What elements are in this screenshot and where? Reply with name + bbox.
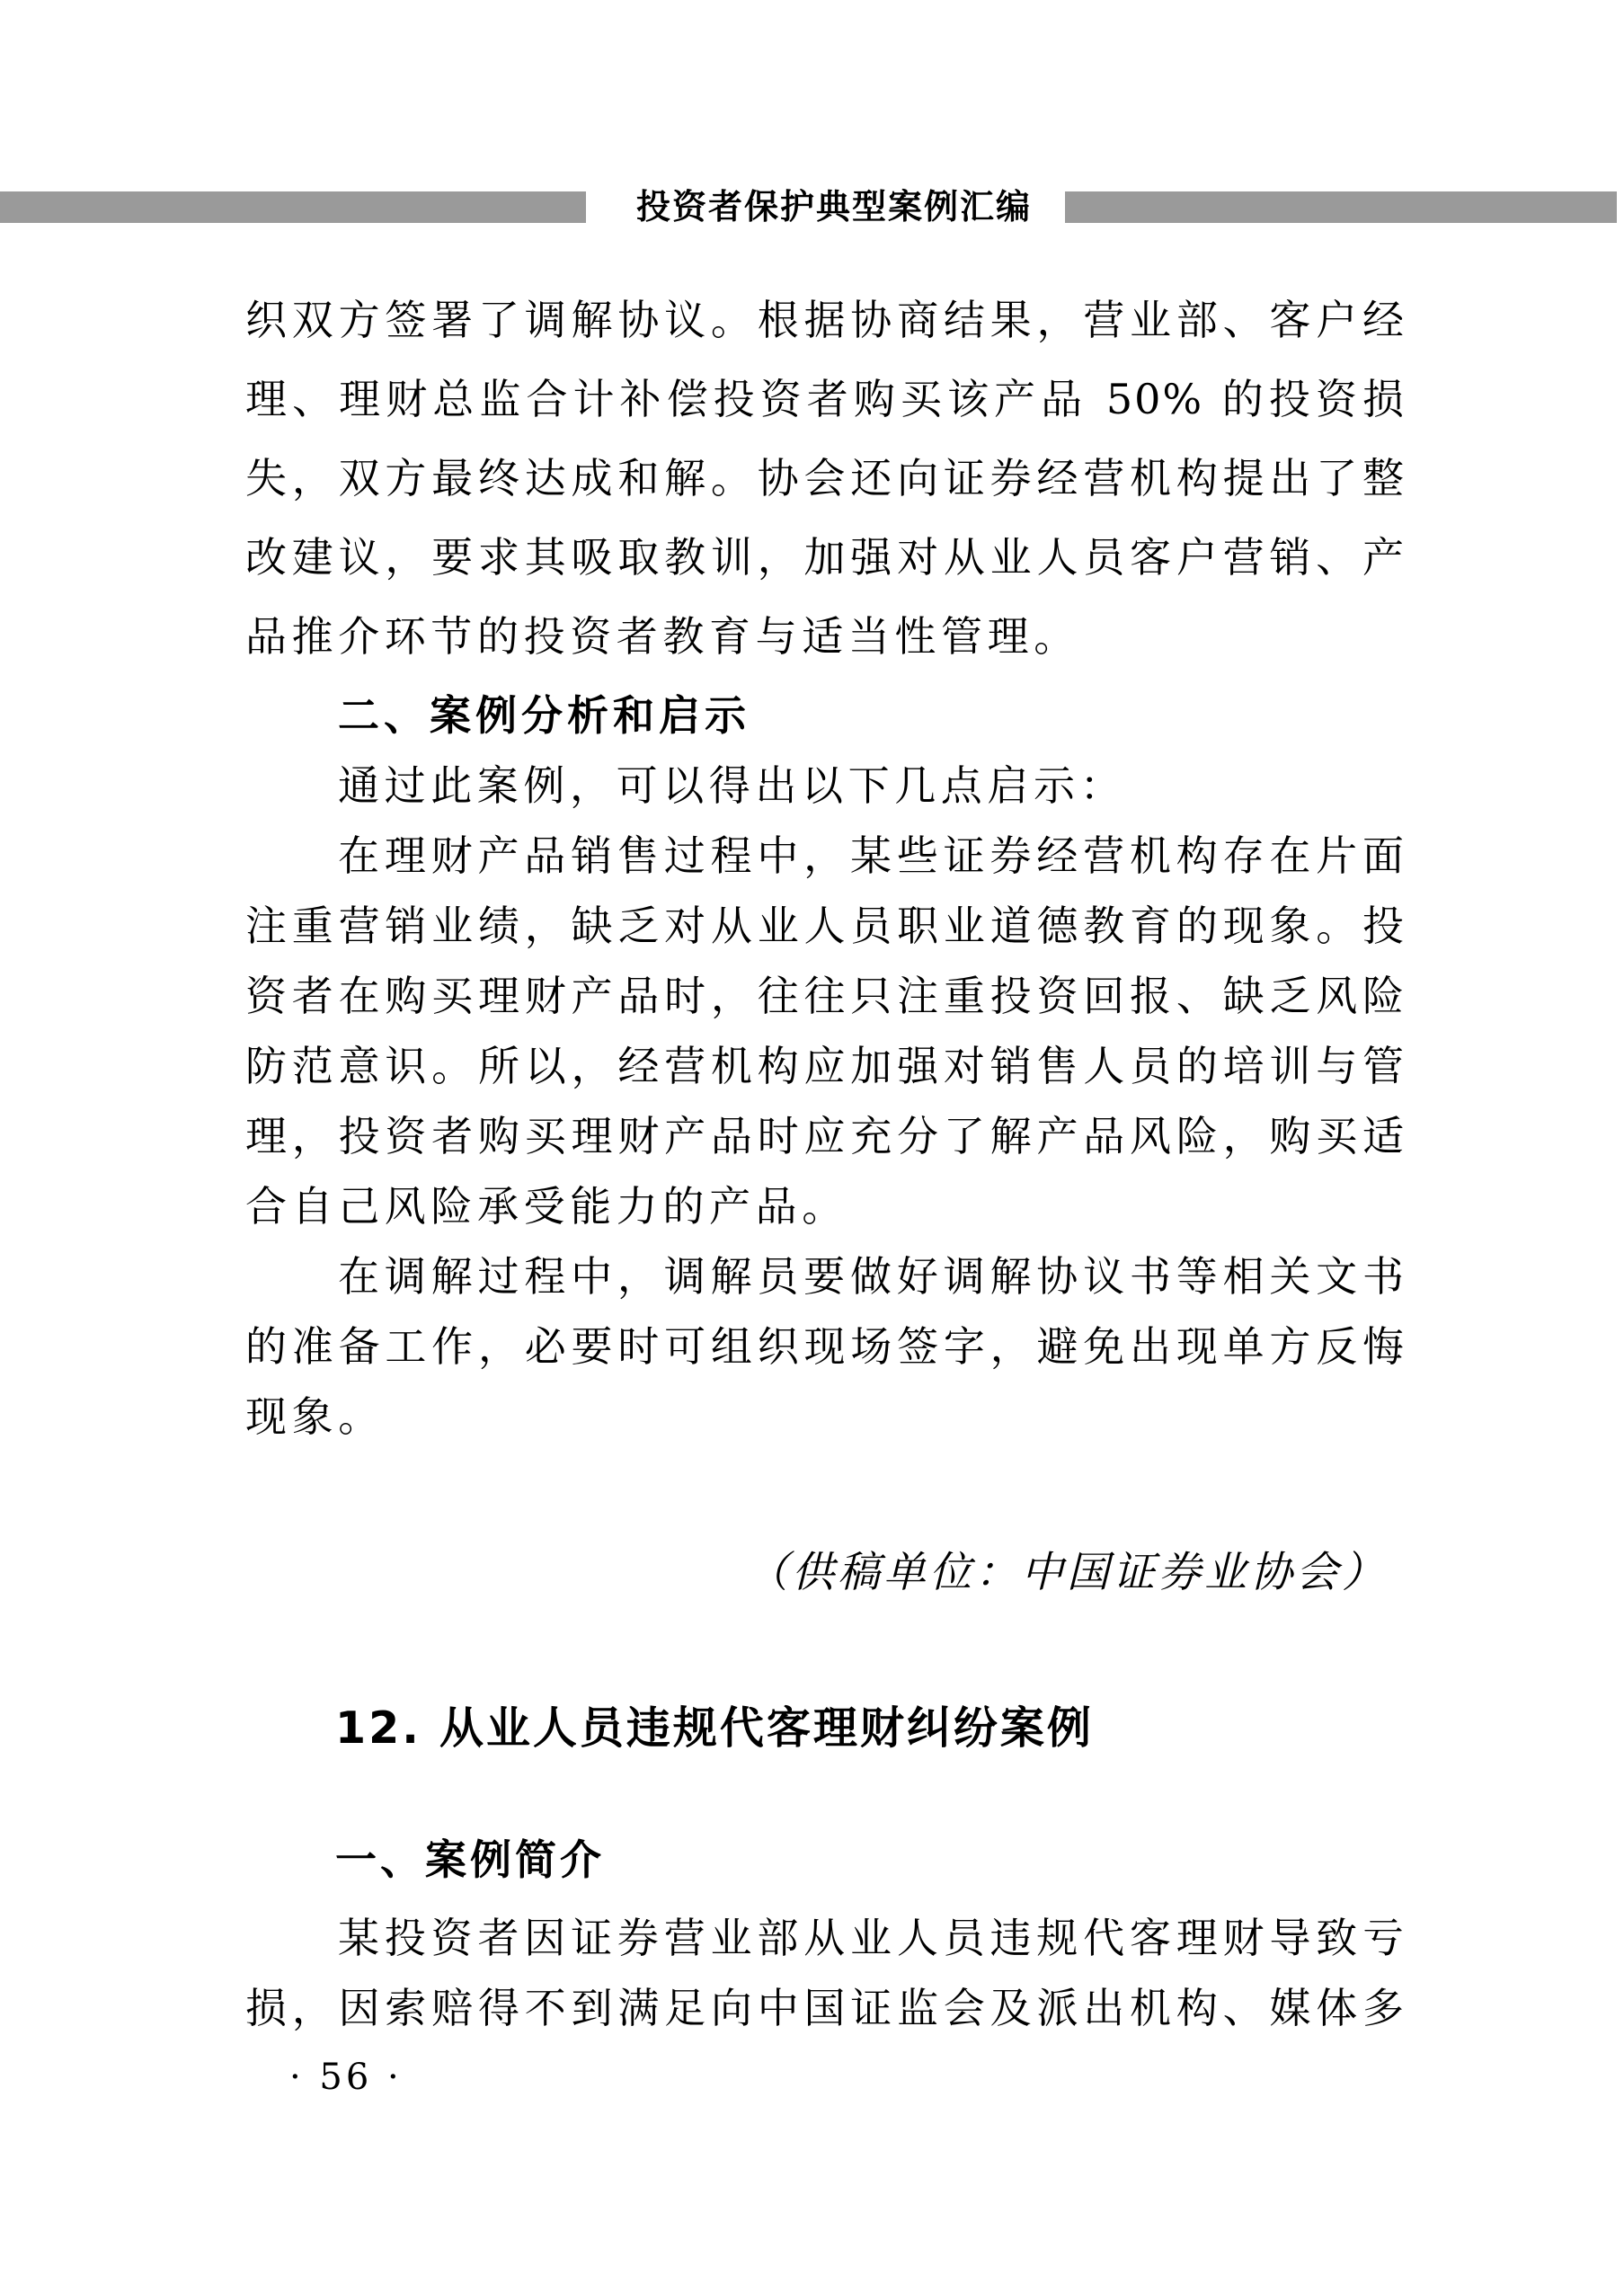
page-number: · 56 ·: [289, 2057, 403, 2098]
intro-heading: 一、案例简介: [335, 1835, 605, 1884]
text-line: 现象。: [245, 1392, 385, 1441]
text-line: 织双方签署了调解协议。根据协商结果，营业部、客户经: [245, 296, 1406, 344]
text-line: 在理财产品销售过程中，某些证券经营机构存在片面: [338, 831, 1406, 880]
text-line: 注重营销业绩，缺乏对从业人员职业道德教育的现象。投: [245, 902, 1406, 950]
text-line: 的准备工作，必要时可组织现场签字，避免出现单方反悔: [245, 1322, 1406, 1371]
paragraph-continued: [245, 280, 1406, 676]
header-rule-left: [0, 191, 586, 223]
analysis-heading: 二、案例分析和启示: [338, 691, 750, 740]
text-line: 理、理财总监合计补偿投资者购买该产品 50% 的投资损: [245, 375, 1406, 423]
text-line: 合自己风险承受能力的产品。: [245, 1182, 848, 1231]
case-12-title: 12. 从业人员违规代客理财纠纷案例: [335, 1702, 1094, 1754]
text-line: 通过此案例，可以得出以下几点启示：: [338, 761, 1127, 810]
text-line: 理，投资者购买理财产品时应充分了解产品风险，购买适: [245, 1112, 1406, 1160]
analysis-section: [245, 680, 1406, 1452]
text-line: 损，因索赔得不到满足向中国证监会及派出机构、媒体多: [245, 1984, 1406, 2032]
intro-paragraph: [245, 1903, 1406, 2043]
text-line: 资者在购买理财产品时，往往只注重投资回报、缺乏风险: [245, 972, 1406, 1020]
text-line: 某投资者因证券营业部从业人员违规代客理财导致亏: [338, 1914, 1406, 1962]
running-header-title: 投资者保护典型案例汇编: [635, 187, 1032, 227]
text-line: 失，双方最终达成和解。协会还向证券经营机构提出了整: [245, 454, 1406, 502]
text-line: 防范意识。所以，经营机构应加强对销售人员的培训与管: [245, 1042, 1406, 1090]
header-rule-right: [1065, 191, 1617, 223]
attribution-line: （供稿单位：中国证券业协会）: [746, 1548, 1388, 1597]
text-line: 改建议，要求其吸取教训，加强对从业人员客户营销、产: [245, 533, 1406, 582]
text-line: 品推介环节的投资者教育与适当性管理。: [245, 612, 1080, 661]
text-line: 在调解过程中，调解员要做好调解协议书等相关文书: [338, 1252, 1406, 1301]
